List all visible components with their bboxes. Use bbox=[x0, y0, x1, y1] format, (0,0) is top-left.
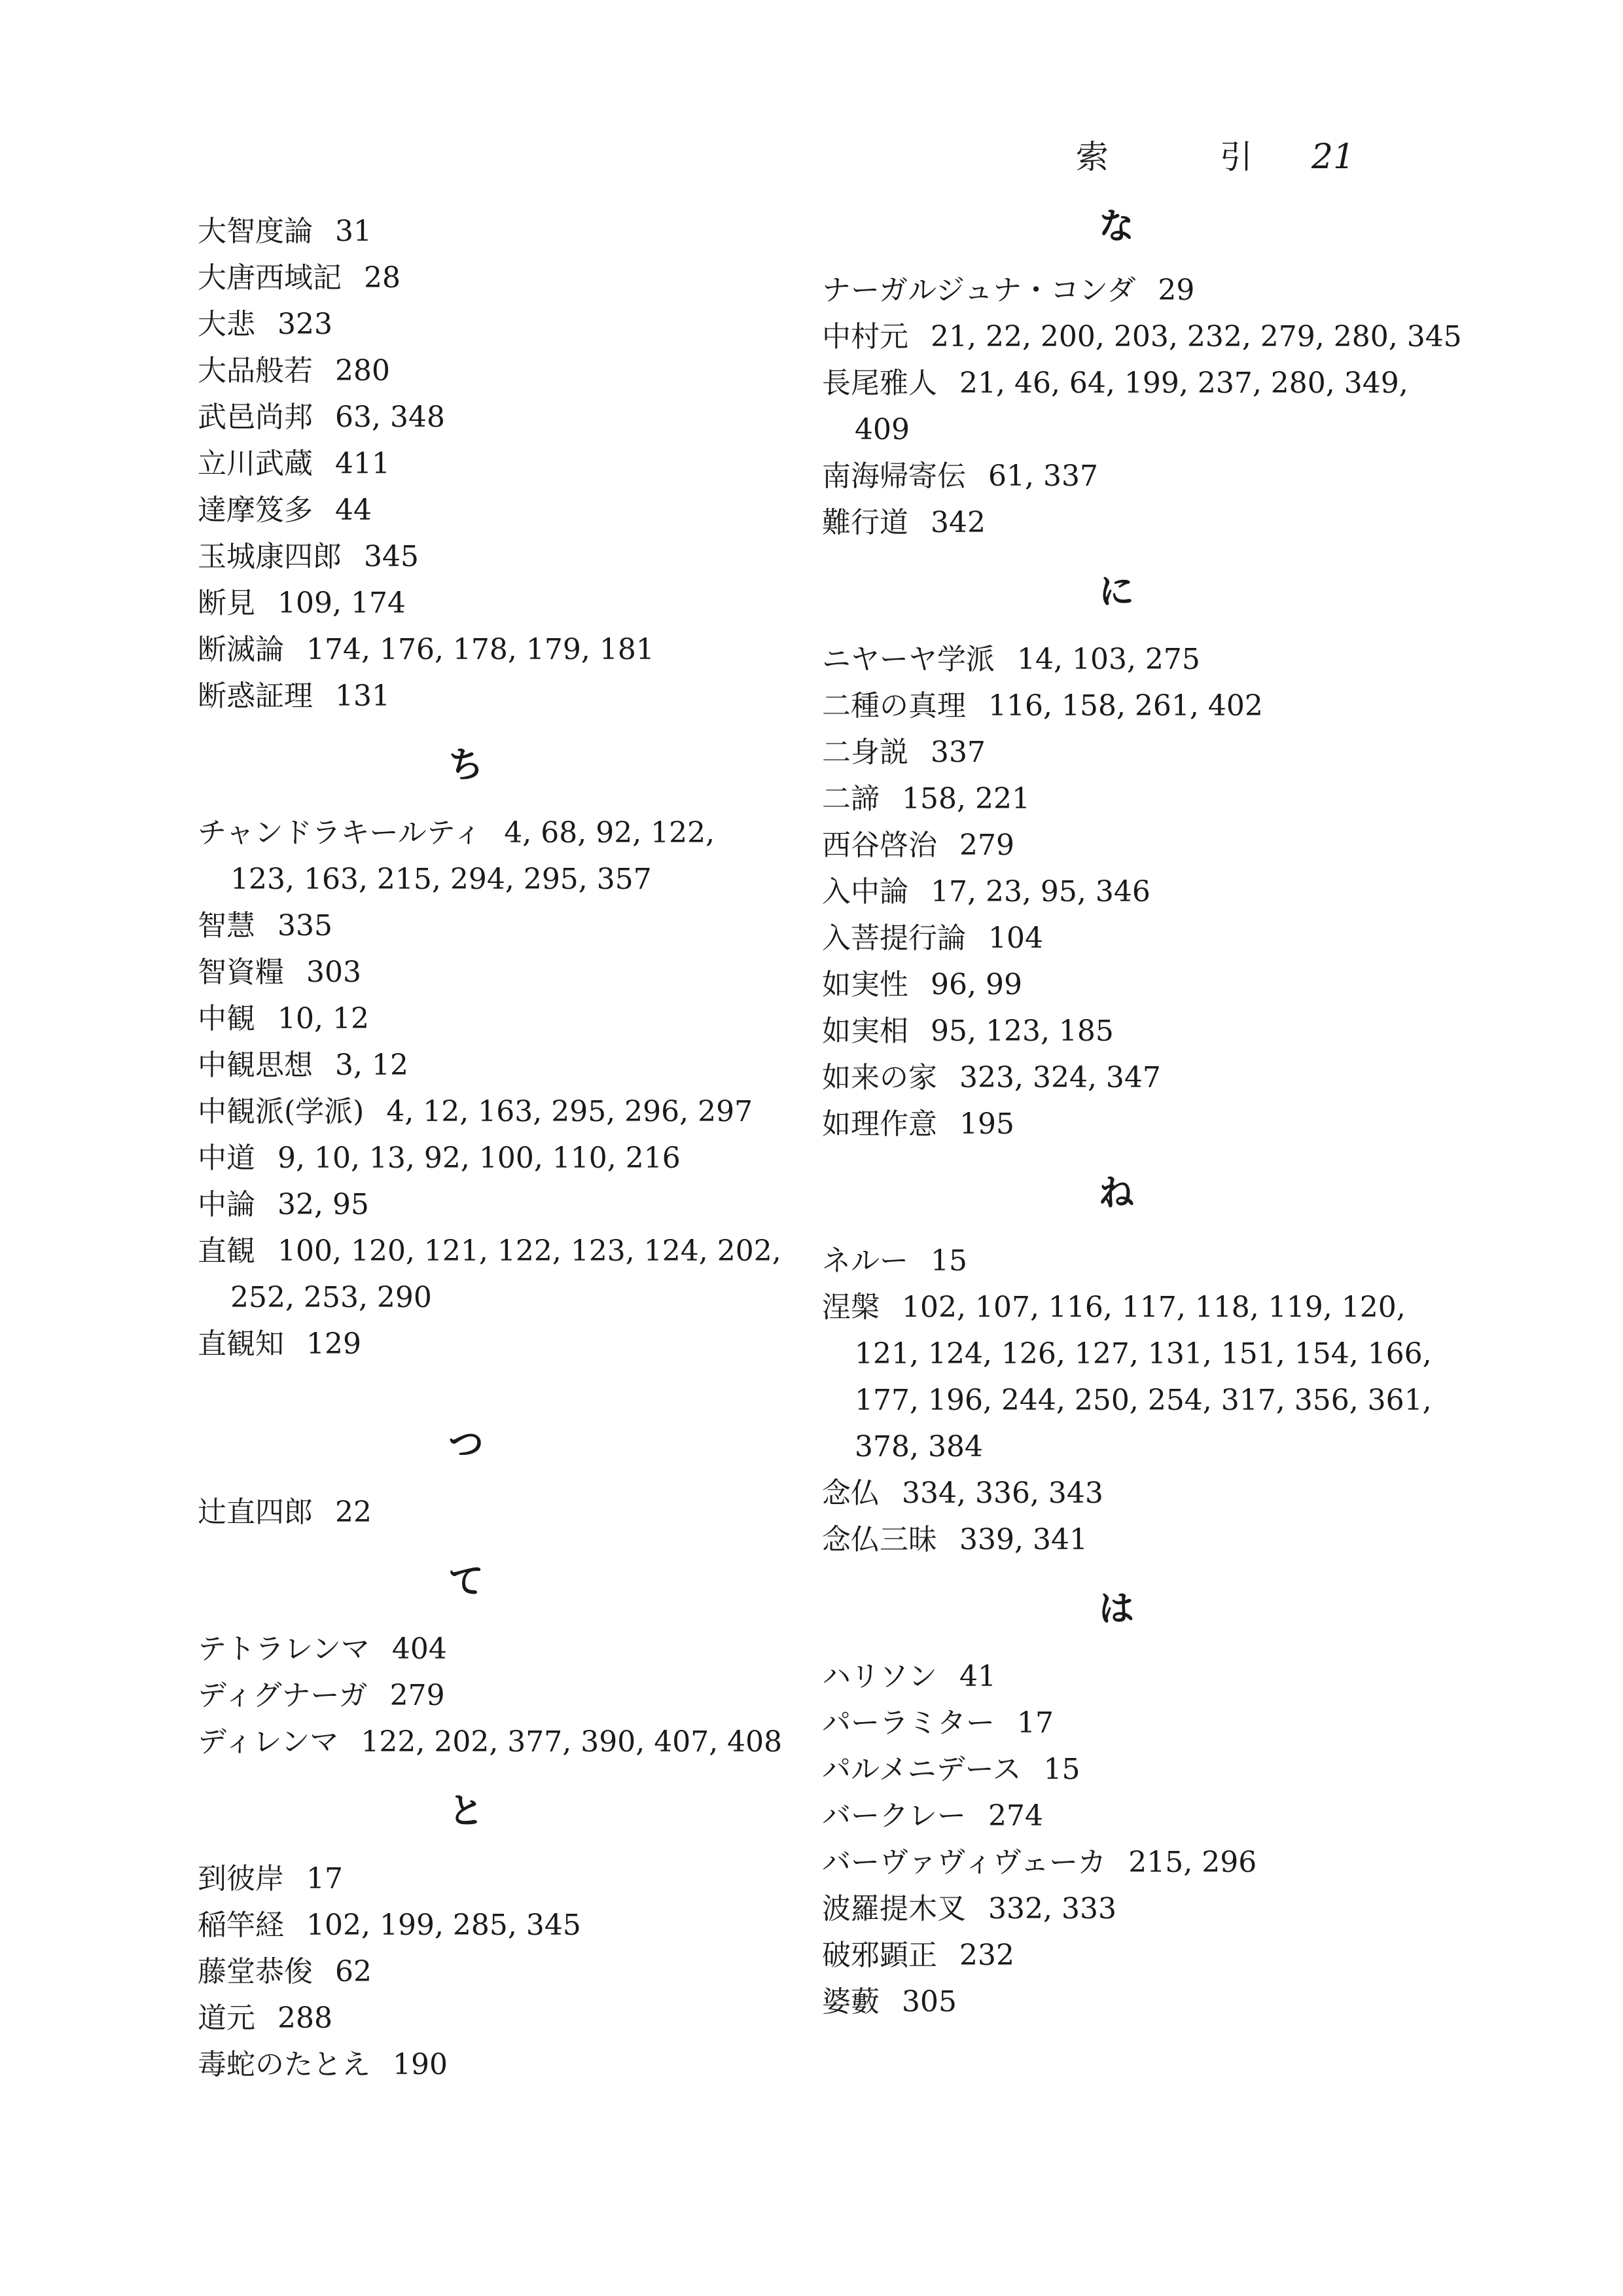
index-entry: 中観派(学派) 4, 12, 163, 295, 296, 297 bbox=[198, 1095, 753, 1128]
index-entry: 念仏 334, 336, 343 bbox=[822, 1477, 1103, 1510]
index-entry: 涅槃 102, 107, 116, 117, 118, 119, 120, 121, 124, 126, 127, 131, 151, 154, 166, 177, 196, 244, 250, 254, 317, 356, 361, 378, 384 bbox=[822, 1291, 1432, 1463]
index-entry: 断見 109, 174 bbox=[198, 586, 406, 620]
section-heading-ni: に bbox=[1099, 570, 1134, 612]
index-entry: 直観 100, 120, 121, 122, 123, 124, 202, 252, 253, 290 bbox=[198, 1234, 781, 1314]
right-column bbox=[822, 205, 1462, 2025]
index-block-to bbox=[198, 1856, 787, 2088]
index-entry: パーラミター 17 bbox=[822, 1706, 1054, 1740]
index-entry: 智慧 335 bbox=[198, 909, 332, 942]
index-entry: バークレー 274 bbox=[822, 1799, 1043, 1833]
index-entry: 中村元 21, 22, 200, 203, 232, 279, 280, 345 bbox=[822, 320, 1462, 353]
index-entry: 武邑尚邦 63, 348 bbox=[198, 401, 445, 434]
index-entry: 智資糧 303 bbox=[198, 956, 361, 989]
index-block-na bbox=[822, 267, 1462, 546]
index-entry: ディレンマ 122, 202, 377, 390, 407, 408 bbox=[198, 1725, 783, 1759]
index-block-chi bbox=[198, 810, 787, 1367]
index-entry: 辻直四郎 22 bbox=[198, 1496, 372, 1529]
index-entry: 中道 9, 10, 13, 92, 100, 110, 216 bbox=[198, 1141, 681, 1175]
index-entry: 難行道 342 bbox=[822, 506, 986, 539]
section-heading-to: と bbox=[448, 1789, 484, 1831]
index-entry: 達摩笈多 44 bbox=[198, 493, 372, 527]
index-entry: 婆藪 305 bbox=[822, 1985, 957, 2018]
index-entry: 道元 288 bbox=[198, 2001, 332, 2035]
index-entry: ハリソン 41 bbox=[822, 1660, 996, 1693]
page-number: 21 bbox=[1311, 137, 1355, 177]
index-entry: 如理作意 195 bbox=[822, 1107, 1014, 1141]
index-entry: 大唐西域記 28 bbox=[198, 261, 401, 295]
header-label: 索 引 bbox=[1075, 138, 1292, 176]
index-block-da bbox=[198, 208, 787, 719]
index-entry: 中観思想 3, 12 bbox=[198, 1049, 408, 1082]
index-entry: 中観 10, 12 bbox=[198, 1002, 369, 1035]
index-entry: 西谷啓治 279 bbox=[822, 829, 1014, 862]
index-entry: ナーガルジュナ・コンダ 29 bbox=[822, 274, 1195, 307]
index-entry: 立川武蔵 411 bbox=[198, 447, 390, 480]
index-entry: 二種の真理 116, 158, 261, 402 bbox=[822, 689, 1263, 723]
index-entry: 二諦 158, 221 bbox=[822, 782, 1030, 816]
index-block-ni bbox=[822, 636, 1411, 1147]
index-entry: 大品般若 280 bbox=[198, 354, 390, 387]
section-heading-te: て bbox=[448, 1560, 484, 1602]
index-entry: ネルー 15 bbox=[822, 1244, 967, 1278]
index-block-ne bbox=[822, 1238, 1432, 1563]
section-heading-na: な bbox=[1099, 205, 1134, 247]
index-entry: 入中論 17, 23, 95, 346 bbox=[822, 875, 1150, 908]
index-entry: 毒蛇のたとえ 190 bbox=[198, 2048, 448, 2081]
index-entry: 波羅提木叉 332, 333 bbox=[822, 1892, 1116, 1926]
index-entry: 藤堂恭俊 62 bbox=[198, 1955, 372, 1988]
index-block-te bbox=[198, 1626, 787, 1765]
section-heading-tsu: つ bbox=[448, 1423, 484, 1465]
index-entry: ニヤーヤ学派 14, 103, 275 bbox=[822, 643, 1200, 676]
index-entry: 長尾雅人 21, 46, 64, 199, 237, 280, 349, 409 bbox=[822, 367, 1408, 446]
section-heading-ne: ね bbox=[1099, 1172, 1134, 1213]
index-entry: 断惑証理 131 bbox=[198, 679, 390, 713]
index-entry: 稲竿経 102, 199, 285, 345 bbox=[198, 1909, 581, 1942]
index-entry: 南海帰寄伝 61, 337 bbox=[822, 459, 1098, 493]
index-entry: 二身説 337 bbox=[822, 736, 986, 769]
index-entry: パルメニデース 15 bbox=[822, 1753, 1080, 1786]
index-entry: 中論 32, 95 bbox=[198, 1188, 369, 1221]
section-heading-ha: は bbox=[1099, 1587, 1134, 1629]
page-header bbox=[1076, 131, 1355, 178]
index-entry: 如実相 95, 123, 185 bbox=[822, 1014, 1114, 1048]
index-entry: 入菩提行論 104 bbox=[822, 922, 1043, 955]
index-entry: 大悲 323 bbox=[198, 308, 332, 341]
index-entry: テトラレンマ 404 bbox=[198, 1632, 447, 1666]
index-entry: 断滅論 174, 176, 178, 179, 181 bbox=[198, 633, 654, 666]
index-entry: 玉城康四郎 345 bbox=[198, 540, 419, 573]
index-entry: バーヴァヴィヴェーカ 215, 296 bbox=[822, 1846, 1257, 1879]
index-entry: 念仏三昧 339, 341 bbox=[822, 1523, 1088, 1556]
index-entry: 直観知 129 bbox=[198, 1327, 361, 1361]
index-entry: 如来の家 323, 324, 347 bbox=[822, 1061, 1161, 1094]
index-entry: 大智度論 31 bbox=[198, 215, 372, 248]
index-entry: 破邪顕正 232 bbox=[822, 1939, 1014, 1972]
left-column bbox=[198, 208, 787, 2088]
section-heading-chi: ち bbox=[448, 744, 484, 785]
index-entry: 如実性 96, 99 bbox=[822, 968, 1022, 1001]
index-entry: ディグナーガ 279 bbox=[198, 1679, 445, 1712]
index-block-ha bbox=[822, 1653, 1411, 2025]
index-entry: チャンドラキールティ 4, 68, 92, 122, 123, 163, 215, 294, 295, 357 bbox=[198, 816, 715, 896]
index-block-tsu bbox=[198, 1489, 787, 1535]
index-entry: 到彼岸 17 bbox=[198, 1862, 343, 1895]
